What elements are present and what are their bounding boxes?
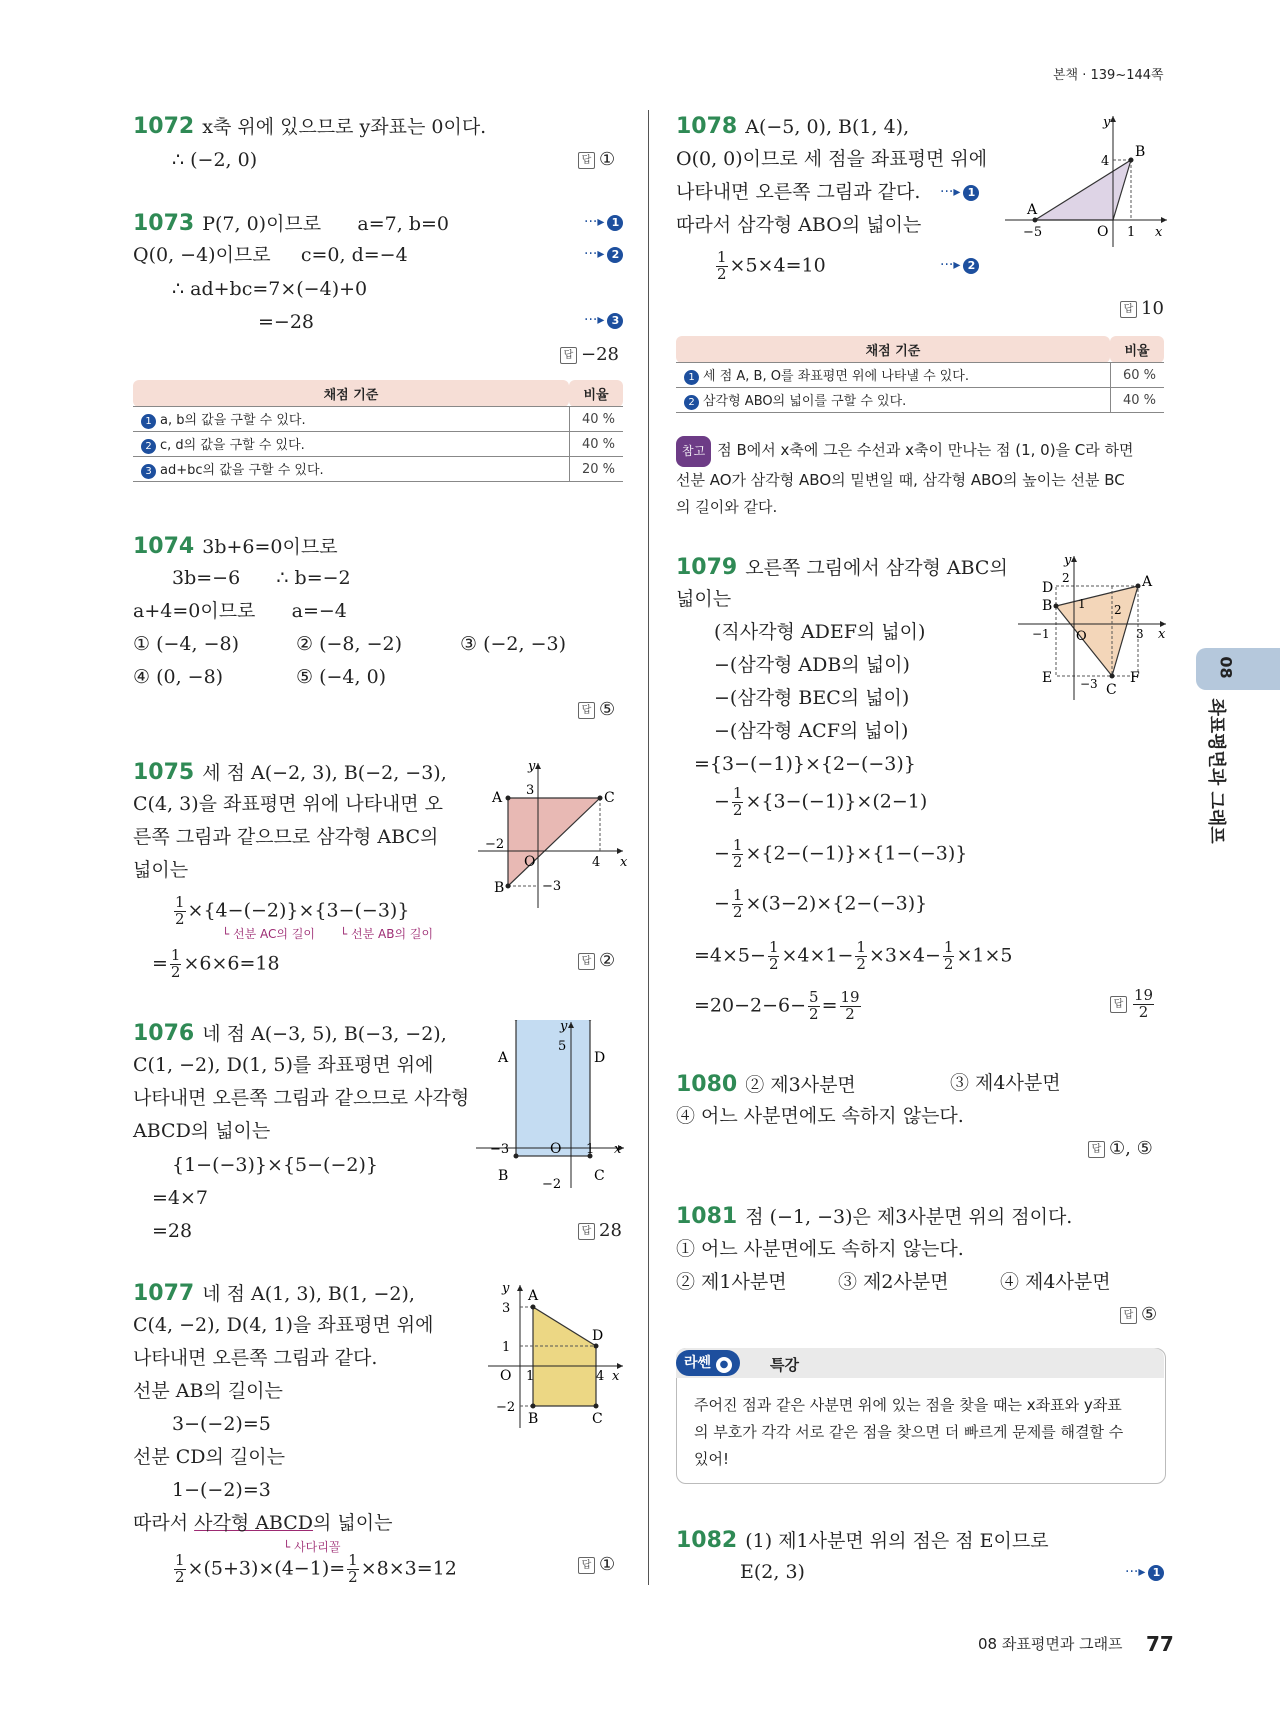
p1078-line2: O(0, 0)이므로 세 점을 좌표평면 위에: [676, 148, 988, 170]
p1075-answer: 답 ②: [578, 952, 615, 970]
svg-text:C: C: [604, 790, 615, 806]
p1080-line2: ④ 어느 사분면에도 속하지 않는다.: [676, 1105, 964, 1127]
p1078-formula: $\frac{1}{2}$ ×5×4=10: [717, 248, 826, 283]
p1079-line11: =4×5− $\frac{1}{2}$ ×4×1− $\frac{1}{2}$ ×3×4− $\frac{1}{2}$ ×1×5: [694, 938, 1013, 973]
p1075-line2: C(4, 3)을 좌표평면 위에 나타내면 오: [133, 793, 444, 815]
p1074-choice1: ① (−4, −8): [133, 633, 239, 655]
fraction: $\frac{1}{2}$: [768, 938, 779, 973]
answer-icon: 답: [1110, 996, 1127, 1013]
fraction: $\frac{5}{2}$: [809, 988, 819, 1023]
svg-text:1: 1: [1127, 225, 1136, 240]
p1076-graph: [476, 1020, 626, 1190]
lecture-brand: 라쎈 ●: [676, 1350, 740, 1376]
p1074-line3: a+4=0이므로 a=−4: [133, 600, 347, 622]
svg-text:O: O: [1076, 629, 1087, 644]
svg-text:−2: −2: [542, 1177, 562, 1190]
svg-text:B: B: [1042, 598, 1053, 614]
p1082-step1: ···▸ 1: [1125, 1564, 1164, 1581]
p1081-line3b: ③ 제2사분면: [838, 1271, 949, 1293]
p1078-line4: 따라서 삼각형 ABO의 넓이는: [676, 214, 922, 236]
svg-text:−2: −2: [496, 1400, 516, 1415]
p1077-answer: 답 ①: [578, 1556, 615, 1574]
triangle-abc: [1056, 586, 1138, 676]
chapter-side-tab: [1196, 648, 1280, 690]
table-header: 채점 기준: [133, 380, 569, 407]
svg-text:3: 3: [502, 1301, 511, 1316]
table-row: 2 삼각형 ABO의 넓이를 구할 수 있다. 40 %: [676, 388, 1164, 413]
p1077-line5: 3−(−2)=5: [172, 1413, 271, 1435]
p1073-line4: =−28: [258, 311, 315, 333]
p1073-step1: ···▸ 1: [584, 214, 623, 231]
p1080-answer: 답 ①, ⑤: [1088, 1140, 1153, 1158]
p1073-answer: 답 −28: [560, 346, 619, 364]
p1077-line6: 선분 CD의 길이는: [133, 1446, 285, 1468]
p1078-graph: [1005, 112, 1170, 252]
p1075-line3: 른쪽 그림과 같으므로 삼각형 ABC의: [133, 826, 439, 848]
svg-text:C: C: [1106, 682, 1117, 698]
fraction: $\frac{1}{2}$: [732, 886, 743, 921]
svg-text:O: O: [524, 854, 536, 870]
p1073-scoring-table: [133, 380, 623, 482]
p1076-line6: =4×7: [152, 1187, 209, 1209]
p1074-line2: 3b=−6 ∴ b=−2: [172, 567, 351, 589]
answer-icon: 답: [578, 953, 595, 970]
p1079-line12: =20−2−6− $\frac{5}{2}$ = $\frac{19}{2}$: [694, 988, 860, 1023]
p1081-line3c: ④ 제4사분면: [1000, 1271, 1111, 1293]
p1078-step2: ···▸ 2: [940, 257, 979, 274]
p1074-choice2: ② (−8, −2): [296, 633, 402, 655]
p1076-line1: 1076 네 점 A(−3, 5), B(−3, −2),: [133, 1021, 447, 1046]
answer-icon: 답: [578, 1223, 595, 1240]
p1077-line8: 따라서 사각형 ABCD의 넓이는: [133, 1512, 393, 1534]
svg-text:C: C: [592, 1411, 603, 1427]
svg-text:B: B: [498, 1168, 509, 1184]
svg-text:y: y: [1103, 115, 1111, 130]
svg-text:y: y: [528, 759, 536, 774]
p1079-line1: 1079 오른쪽 그림에서 삼각형 ABC의: [676, 555, 1008, 580]
svg-text:5: 5: [558, 1039, 567, 1054]
svg-text:x: x: [620, 855, 628, 870]
p1077-line2: C(4, −2), D(4, 1)을 좌표평면 위에: [133, 1314, 434, 1336]
p1079-line9: − $\frac{1}{2}$ ×{2−(−1)}×{1−(−3)}: [714, 836, 968, 871]
answer-icon: 답: [560, 347, 577, 364]
svg-text:B: B: [494, 880, 505, 896]
table-row: 1 세 점 A, B, O를 좌표평면 위에 나타낼 수 있다. 60 %: [676, 363, 1164, 388]
svg-text:A: A: [528, 1288, 539, 1304]
svg-text:D: D: [1042, 580, 1054, 596]
p1081-line2: ① 어느 사분면에도 속하지 않는다.: [676, 1238, 964, 1260]
p1079-line2: 넓이는: [676, 588, 732, 610]
svg-text:y: y: [502, 1281, 510, 1296]
answer-icon: 답: [578, 702, 595, 719]
lecture-header: [676, 1348, 1164, 1378]
p1079-answer: [1110, 988, 1156, 1021]
p1077-formula: $\frac{1}{2}$ ×(5+3)×(4−1)= $\frac{1}{2}$ ×8×3=12: [175, 1551, 457, 1586]
p1072-line2: ∴ (−2, 0): [172, 149, 258, 171]
page-ref: 본책 · 139~144쪽: [1053, 68, 1164, 83]
answer-icon: 답: [578, 1557, 595, 1574]
p1079-line5: −(삼각형 BEC의 넓이): [714, 687, 910, 709]
fraction: $\frac{19}{2}$: [840, 988, 860, 1023]
lecture-icon: ●: [716, 1357, 732, 1373]
p1073-step3: ···▸ 3: [584, 312, 623, 329]
p1079-line4: −(삼각형 ADB의 넓이): [714, 654, 910, 676]
p1074-choice4: ④ (0, −8): [133, 666, 224, 688]
p1082-line2: E(2, 3): [740, 1561, 805, 1583]
p1072-answer: 답 ①: [578, 151, 615, 169]
svg-text:x: x: [1155, 225, 1163, 240]
svg-text:−2: −2: [485, 837, 505, 852]
svg-text:4: 4: [592, 855, 601, 870]
p1074-line1: 1074 3b+6=0이므로: [133, 534, 338, 559]
footer-page-number: 77: [1146, 1632, 1174, 1656]
answer-icon: 답: [1088, 1141, 1105, 1158]
answer-icon: 답: [1120, 301, 1137, 318]
svg-text:A: A: [498, 1050, 509, 1066]
p1082-line1: 1082 (1) 제1사분면 위의 점은 점 E이므로: [676, 1528, 1049, 1553]
svg-text:E: E: [1042, 670, 1053, 686]
p1081-line3a: ② 제1사분면: [676, 1271, 787, 1293]
lecture-text: 주어진 점과 같은 사분면 위에 있는 점을 찾을 때는 x좌표와 y좌표 의 부호가 각각 서로 같은 점을 찾으면 더 빠르게 문제를 해결할 수 있어!: [694, 1396, 1124, 1468]
table-row: 1 a, b의 값을 구할 수 있다. 40 %: [133, 407, 623, 432]
p1079-graph: [1018, 552, 1168, 702]
svg-text:A: A: [1027, 202, 1038, 218]
p1078-scoring-table: [676, 336, 1164, 413]
svg-text:−5: −5: [1023, 225, 1043, 240]
lecture-title: 특강: [770, 1356, 799, 1374]
fraction: $\frac{1}{2}$: [175, 1551, 185, 1586]
svg-text:C: C: [594, 1168, 605, 1184]
fraction: $\frac{1}{2}$: [170, 946, 181, 981]
svg-text:3: 3: [1136, 627, 1144, 641]
p1078-answer: 답 10: [1120, 300, 1164, 318]
svg-text:y: y: [1064, 553, 1072, 568]
p1077-line4: 선분 AB의 길이는: [133, 1380, 283, 1402]
svg-text:A: A: [1142, 574, 1153, 590]
svg-text:4: 4: [596, 1369, 605, 1384]
p1077-brace: └ 사다리꼴: [283, 1540, 341, 1554]
p1073-line1: 1073 P(7, 0)이므로 a=7, b=0: [133, 211, 449, 236]
svg-text:−1: −1: [1032, 627, 1050, 641]
p1075-line4: 넓이는: [133, 859, 189, 881]
table-header: 비율: [569, 380, 623, 407]
column-divider: [648, 110, 649, 1585]
p1081-line1: 1081 점 (−1, −3)은 제3사분면 위의 점이다.: [676, 1204, 1073, 1229]
chapter-tab-title: 좌표평면과 그래프: [1205, 698, 1227, 844]
svg-text:O: O: [500, 1368, 512, 1384]
fraction: $\frac{19}{2}$: [1134, 986, 1154, 1021]
footer-chapter: 08 좌표평면과 그래프: [978, 1635, 1123, 1653]
svg-text:B: B: [528, 1411, 539, 1427]
p1075-brace1: └ 선분 AC의 길이: [222, 927, 316, 941]
p1080-line1b: ③ 제4사분면: [950, 1072, 1061, 1094]
p1079-line8: − $\frac{1}{2}$ ×{3−(−1)}×(2−1): [714, 784, 928, 819]
svg-text:O: O: [1097, 224, 1109, 240]
svg-text:F: F: [1130, 670, 1140, 686]
answer-icon: 답: [1120, 1307, 1137, 1324]
p1073-line3: ∴ ad+bc=7×(−4)+0: [172, 278, 368, 300]
svg-text:4: 4: [1101, 154, 1110, 169]
p1072-line1: 1072 x축 위에 있으므로 y좌표는 0이다.: [133, 114, 487, 139]
p1073-line2: Q(0, −4)이므로 c=0, d=−4: [133, 244, 408, 266]
p1076-line3: 나타내면 오른쪽 그림과 같으므로 사각형: [133, 1087, 470, 1109]
p1076-line2: C(1, −2), D(1, 5)를 좌표평면 위에: [133, 1054, 434, 1076]
svg-text:1: 1: [526, 1369, 535, 1384]
svg-text:2: 2: [1062, 571, 1070, 585]
p1078-line3: 나타내면 오른쪽 그림과 같다.: [676, 181, 921, 203]
svg-text:1: 1: [502, 1340, 511, 1355]
svg-text:y: y: [560, 1020, 568, 1034]
svg-text:B: B: [1135, 144, 1146, 160]
table-row: 3 ad+bc의 값을 구할 수 있다. 20 %: [133, 457, 623, 482]
svg-text:−3: −3: [490, 1142, 510, 1157]
p1076-line7: =28: [152, 1220, 193, 1242]
svg-text:3: 3: [526, 783, 535, 798]
p1074-choice3: ③ (−2, −3): [460, 633, 566, 655]
p1076-line5: {1−(−3)}×{5−(−2)}: [172, 1154, 378, 1176]
p1081-answer: 답 ⑤: [1120, 1306, 1157, 1324]
note-tag: 참고: [676, 436, 711, 467]
svg-text:D: D: [594, 1050, 606, 1066]
p1077-line3: 나타내면 오른쪽 그림과 같다.: [133, 1347, 378, 1369]
fraction: $\frac{1}{2}$: [856, 938, 866, 973]
p1079-line10: − $\frac{1}{2}$ ×(3−2)×{2−(−3)}: [714, 886, 928, 921]
p1074-answer: 답 ⑤: [578, 701, 615, 719]
fraction: $\frac{1}{2}$: [717, 248, 727, 283]
p1077-line7: 1−(−2)=3: [172, 1479, 271, 1501]
svg-text:x: x: [612, 1369, 620, 1384]
p1075-line1: 1075 세 점 A(−2, 3), B(−2, −3),: [133, 760, 447, 785]
svg-text:1: 1: [1078, 597, 1086, 611]
fraction: $\frac{1}{2}$: [732, 784, 743, 819]
p1079-line7: ={3−(−1)}×{2−(−3)}: [694, 753, 916, 775]
triangle-abo: [1035, 160, 1131, 220]
svg-text:A: A: [492, 790, 503, 806]
rect-abcd: [516, 1020, 590, 1156]
svg-text:x: x: [614, 1142, 622, 1157]
svg-text:−3: −3: [542, 879, 562, 894]
p1076-line4: ABCD의 넓이는: [133, 1120, 271, 1142]
p1075-formula1: $\frac{1}{2}$ ×{4−(−2)}×{3−(−3)}: [175, 893, 410, 928]
p1078-note: 참고 점 B에서 x축에 그은 수선과 x축이 만나는 점 (1, 0)을 C라 하면 선분 AO가 삼각형 ABO의 밑변일 때, 삼각형 ABO의 높이는 선분 BC 의 길이와 같다.: [676, 436, 1176, 521]
table-header: 비율: [1110, 336, 1164, 363]
table-row: 2 c, d의 값을 구할 수 있다. 40 %: [133, 432, 623, 457]
svg-text:1: 1: [586, 1142, 595, 1157]
p1079-line6: −(삼각형 ACF의 넓이): [714, 720, 909, 742]
p1075-brace2: └ 선분 AB의 길이: [340, 927, 434, 941]
p1076-answer: 답 28: [578, 1222, 622, 1240]
fraction: $\frac{1}{2}$: [943, 938, 954, 973]
p1078-step1: ···▸ 1: [940, 184, 979, 201]
p1075-graph: [478, 758, 628, 908]
p1077-line1: 1077 네 점 A(1, 3), B(1, −2),: [133, 1281, 415, 1306]
p1075-formula2: = $\frac{1}{2}$ ×6×6=18: [152, 946, 280, 981]
svg-text:O: O: [550, 1141, 562, 1157]
table-header: 채점 기준: [676, 336, 1110, 363]
p1077-graph: [488, 1280, 628, 1430]
answer-icon: 답: [578, 152, 595, 169]
svg-text:−3: −3: [1080, 677, 1098, 691]
chapter-tab-number: 08: [1216, 656, 1236, 679]
p1073-step2: ···▸ 2: [584, 246, 623, 263]
trapezoid-abcd: [533, 1307, 596, 1406]
p1078-line1: 1078 A(−5, 0), B(1, 4),: [676, 114, 910, 139]
p1074-choice5: ⑤ (−4, 0): [296, 666, 387, 688]
svg-text:D: D: [592, 1328, 604, 1344]
p1080-line1: 1080 ② 제3사분면: [676, 1072, 856, 1097]
triangle-abc: [508, 798, 600, 886]
svg-text:x: x: [1158, 627, 1166, 642]
fraction: $\frac{1}{2}$: [175, 893, 185, 928]
svg-text:2: 2: [1114, 603, 1122, 617]
fraction: $\frac{1}{2}$: [348, 1551, 358, 1586]
fraction: $\frac{1}{2}$: [732, 836, 743, 871]
p1079-line3: (직사각형 ADEF의 넓이): [714, 621, 926, 643]
